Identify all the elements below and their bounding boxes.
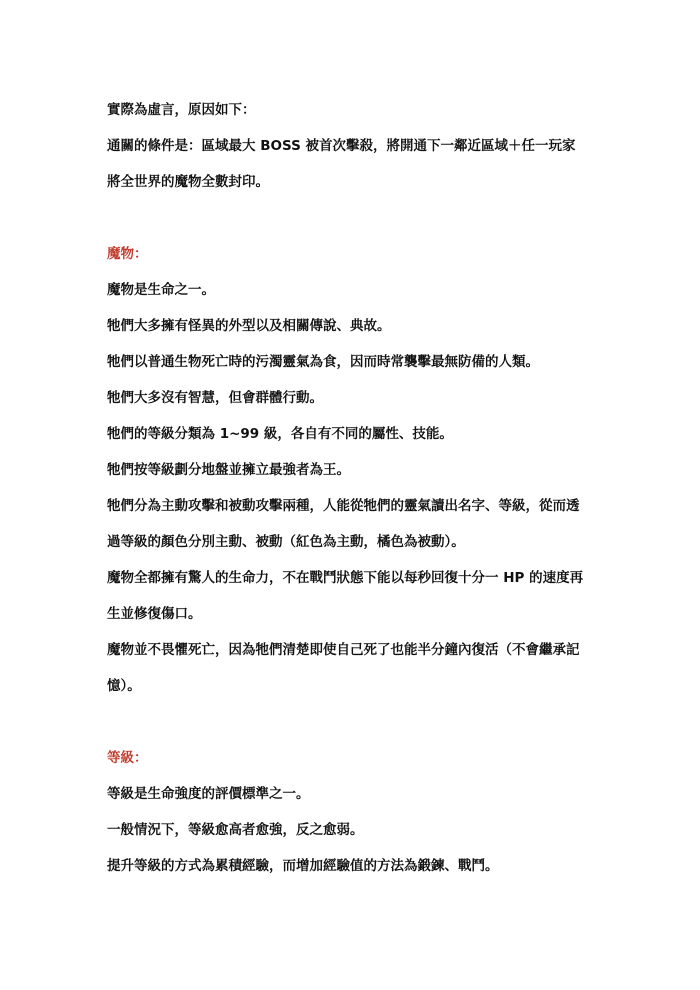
- monsters-line: 牠們按等級劃分地盤並擁立最強者為王。: [107, 462, 350, 478]
- levels-line: 等級是生命強度的評價標準之一。: [107, 786, 310, 802]
- monsters-line: 魔物是生命之一。: [107, 282, 215, 298]
- monsters-line: 魔物全都擁有驚人的生命力，不在戰鬥狀態下能以每秒回復十分一 HP 的速度再: [107, 570, 584, 586]
- levels-line: 提升等級的方式為累積經驗，而增加經驗值的方法為鍛鍊、戰鬥。: [107, 858, 499, 874]
- intro-line-1: 實際為虛言，原因如下：: [107, 102, 256, 118]
- monsters-line: 憶）。: [107, 678, 141, 694]
- monsters-line: 牠們大多擁有怪異的外型以及相關傳說、典故。: [107, 318, 391, 334]
- monsters-line: 魔物並不畏懼死亡，因為牠們清楚即使自己死了也能半分鐘內復活（不會繼承記: [107, 642, 580, 658]
- monsters-heading: 魔物：: [107, 246, 148, 262]
- monsters-line: 牠們以普通生物死亡時的污濁靈氣為食，因而時常襲擊最無防備的人類。: [107, 354, 539, 370]
- monsters-line: 牠們的等級分類為 1~99 級，各自有不同的屬性、技能。: [107, 426, 453, 442]
- monsters-line: 過等級的顏色分別主動、被動（紅色為主動，橘色為被動）。: [107, 534, 465, 550]
- monsters-line: 牠們大多沒有智慧，但會群體行動。: [107, 390, 323, 406]
- document-body: [107, 92, 599, 884]
- intro-line-3: 將全世界的魔物全數封印。: [107, 174, 269, 190]
- section-spacer: [107, 200, 599, 236]
- intro-line-2: 通關的條件是：區域最大 BOSS 被首次擊殺，將開通下一鄰近區域＋任一玩家: [107, 138, 576, 154]
- section-spacer: [107, 704, 599, 740]
- levels-heading: 等級：: [107, 750, 148, 766]
- monsters-line: 生並修復傷口。: [107, 606, 202, 622]
- levels-line: 一般情況下，等級愈高者愈強，反之愈弱。: [107, 822, 364, 838]
- monsters-line: 牠們分為主動攻擊和被動攻擊兩種，人能從牠們的靈氣讀出名字、等級，從而透: [107, 498, 580, 514]
